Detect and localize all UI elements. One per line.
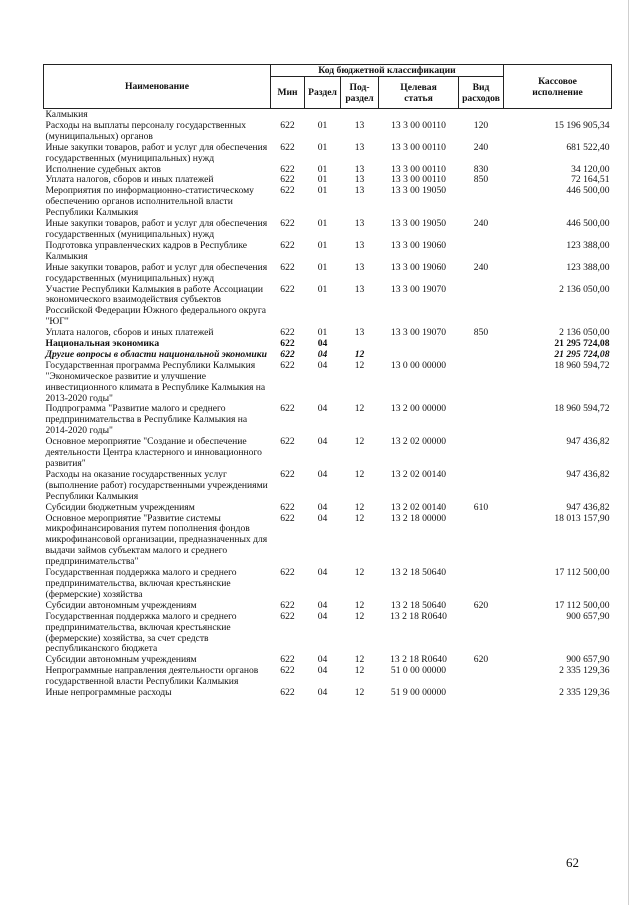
row-min-code: 622: [280, 327, 295, 339]
row-execution-amount: 947 436,82: [566, 468, 610, 480]
table-row: [44, 121, 612, 143]
row-expense-type: 620: [473, 599, 489, 611]
row-name: Исполнение судебных актов: [45, 163, 161, 175]
row-min-code: 622: [280, 141, 295, 153]
row-target-article: 13 3 00 19050: [390, 218, 447, 230]
row-subsection-code: 13: [354, 185, 365, 197]
row-min-code: 622: [280, 610, 295, 622]
row-target-article: 13 3 00 19070: [390, 283, 447, 295]
row-execution-amount: 17 112 500,00: [554, 599, 610, 611]
table-row: [44, 688, 612, 699]
row-expense-type: [459, 339, 504, 350]
row-subsection-code: 12: [354, 348, 365, 360]
row-section-code: 04: [317, 599, 328, 611]
row-expense-type: [459, 241, 504, 263]
row-min-code: 622: [280, 163, 295, 175]
row-subsection-code: 12: [354, 501, 365, 513]
row-section-code: 04: [317, 468, 328, 480]
row-expense-type: [459, 612, 504, 656]
row-section-code: 01: [317, 119, 328, 131]
row-subsection-code: 13: [354, 119, 365, 131]
row-target-article: 13 3 00 19060: [390, 239, 447, 251]
row-expense-type: 850: [473, 327, 489, 339]
row-execution-amount: 123 388,00: [566, 261, 610, 273]
row-name: Иные непрограммные расходы: [45, 687, 172, 699]
row-section-code: 01: [317, 174, 328, 186]
header-min: Мин: [271, 77, 305, 109]
row-name: Другие вопросы в области национальной экономики: [45, 348, 267, 360]
table-row: [44, 241, 612, 263]
row-name: Иные закупки товаров, работ и услуг для обеспечения государственных (муниципальных) нужд: [45, 141, 268, 164]
row-min-code: 622: [280, 687, 295, 699]
row-expense-type: [459, 285, 504, 329]
row-name: Субсидии бюджетным учреждениям: [45, 501, 195, 513]
row-execution-amount: 2 335 129,36: [559, 665, 610, 677]
row-subsection-code: 13: [354, 283, 365, 295]
table-row: [44, 143, 612, 165]
row-expense-type: [459, 350, 504, 361]
row-subsection-code: 13: [354, 327, 365, 339]
header-target: Целевая статья: [379, 77, 459, 109]
row-section-code: 01: [317, 283, 328, 295]
row-execution-amount: 123 388,00: [566, 239, 610, 251]
row-name: Участие Республики Калмыкия в работе Ассоциации экономического взаимодействия субъектов Российской Федерации Южного федерального округа "ЮГ": [45, 283, 267, 328]
row-subsection-code: 12: [354, 610, 365, 622]
row-name: Мероприятия по информационно-статистическому обеспечению органов исполнительной власти Республики Калмыкия: [45, 185, 254, 219]
row-execution-amount: 446 500,00: [566, 218, 610, 230]
row-section-code: 01: [317, 185, 328, 197]
row-name: Основное мероприятие "Развитие системы микрофинансирования путем пополнения фондов микрофинансовой организации, предназначенных для выдачи займов субъектам малого и среднего предпринимательства": [45, 512, 268, 568]
table-row: [44, 568, 612, 601]
row-name: Калмыкия: [45, 109, 88, 120]
row-name: Расходы на выплаты персоналу государственных (муниципальных) органов: [45, 119, 247, 142]
table-row: [44, 514, 612, 569]
table-row: [44, 186, 612, 219]
row-subsection-code: 12: [354, 359, 365, 371]
row-subsection-code: 12: [354, 403, 365, 415]
row-target-article: 13 3 00 00110: [391, 174, 446, 186]
row-expense-type: 610: [473, 501, 489, 513]
row-subsection-code: 12: [354, 687, 365, 699]
row-target-article: 13 3 00 19060: [390, 261, 447, 273]
table-row: [44, 263, 612, 285]
row-subsection-code: 12: [354, 599, 365, 611]
row-subsection-code: 13: [354, 163, 365, 175]
row-execution-amount: 2 335 129,36: [559, 687, 610, 699]
row-min-code: 622: [280, 468, 295, 480]
row-name: Уплата налогов, сборов и иных платежей: [45, 174, 214, 186]
row-name: Основное мероприятие "Создание и обеспечение деятельности Центра кластерного и инновационного развития": [45, 436, 262, 469]
row-target-article: 13 0 00 00000: [390, 359, 447, 371]
row-target-article: 13 2 02 00140: [390, 468, 447, 480]
row-min-code: 622: [280, 654, 295, 666]
row-section-code: 04: [317, 436, 328, 448]
row-target-article: 13 3 00 00110: [391, 163, 446, 175]
row-expense-type: [459, 470, 504, 503]
row-execution-amount: 17 112 500,00: [554, 567, 610, 579]
header-section: Раздел: [305, 77, 341, 109]
row-execution-amount: 2 136 050,00: [559, 327, 610, 339]
page-edge-line: [628, 0, 629, 905]
table-row: [44, 612, 612, 656]
row-section-code: 04: [317, 403, 328, 415]
row-subsection-code: 12: [354, 468, 365, 480]
row-section-code: 04: [317, 665, 328, 677]
table-row: [44, 361, 612, 405]
row-target-article: [379, 339, 459, 350]
row-execution-amount: 2 136 050,00: [559, 283, 610, 295]
row-subsection-code: 12: [354, 436, 365, 448]
row-section-code: 01: [317, 239, 328, 251]
row-execution-amount: 21 295 724,08: [554, 348, 610, 360]
row-min-code: 622: [280, 261, 295, 273]
table-row: [44, 437, 612, 470]
row-target-article: 13 2 18 50640: [390, 599, 447, 611]
row-subsection-code: 12: [354, 567, 365, 579]
row-section-code: 04: [317, 610, 328, 622]
row-min-code: 622: [280, 403, 295, 415]
row-target-article: 13 2 02 00000: [390, 436, 447, 448]
row-target-article: 13 3 00 19070: [390, 327, 447, 339]
row-subsection-code: 12: [354, 512, 365, 524]
row-target-article: 13 2 02 00140: [390, 501, 447, 513]
page-number: 62: [566, 855, 579, 870]
row-expense-type: [459, 437, 504, 470]
row-name: Подпрограмма "Развитие малого и среднего предпринимательства в Республике Калмыкия на 2014-2020 годы": [45, 403, 248, 437]
table-header: [44, 65, 612, 109]
row-execution-amount: 18 960 594,72: [554, 359, 610, 371]
row-min-code: 622: [280, 185, 295, 197]
row-subsection-code: 12: [354, 654, 365, 666]
row-expense-type: 240: [473, 141, 489, 153]
row-name: Национальная экономика: [45, 338, 160, 350]
row-execution-amount: 15 196 905,34: [554, 119, 610, 131]
row-section-code: 04: [317, 348, 328, 360]
row-expense-type: [459, 568, 504, 601]
row-section-code: 01: [317, 218, 328, 230]
row-expense-type: [459, 404, 504, 437]
table-row: [44, 503, 612, 514]
row-target-article: 51 0 00 00000: [390, 665, 447, 677]
row-min-code: 622: [280, 501, 295, 513]
row-name: Подготовка управленческих кадров в Республике Калмыкия: [45, 239, 248, 262]
row-execution-amount: 947 436,82: [566, 501, 610, 513]
row-min-code: 622: [280, 348, 295, 360]
row-name: Расходы на оказание государственных услуг (выполнение работ) государственными учреждениями Республики Калмыкия: [45, 468, 268, 502]
row-name: Иные закупки товаров, работ и услуг для обеспечения государственных (муниципальных) нужд: [45, 261, 268, 284]
row-execution-amount: 446 500,00: [566, 185, 610, 197]
row-expense-type: 850: [473, 174, 489, 186]
row-target-article: 13 2 00 00000: [390, 403, 447, 415]
table-row: [44, 666, 612, 688]
row-expense-type: [459, 514, 504, 569]
row-section-code: 04: [317, 567, 328, 579]
row-name: Иные закупки товаров, работ и услуг для обеспечения государственных (муниципальных) нужд: [45, 218, 268, 240]
row-execution-amount: 21 295 724,08: [554, 338, 610, 350]
header-execution: Кассовое исполнение: [504, 65, 612, 109]
row-execution-amount: 72 164,51: [571, 174, 610, 186]
row-min-code: 622: [280, 599, 295, 611]
row-target-article: 13 2 18 50640: [390, 567, 447, 579]
row-section-code: 01: [317, 261, 328, 273]
row-execution-amount: 900 657,90: [566, 654, 610, 666]
row-expense-type: [459, 688, 504, 699]
row-expense-type: 240: [473, 218, 489, 230]
row-name: Государственная программа Республики Калмыкия "Экономическое развитие и улучшение инвестиционного климата в Республике Калмыкия на 2013-2020 годы": [45, 359, 266, 404]
header-name: Наименование: [44, 65, 271, 109]
header-code-group: Код бюджетной классификации: [271, 65, 504, 77]
row-min-code: 622: [280, 218, 295, 230]
row-execution-amount: 681 522,40: [566, 141, 610, 153]
row-execution-amount: 34 120,00: [571, 163, 610, 175]
row-expense-type: 120: [473, 119, 489, 131]
row-expense-type: 620: [473, 654, 489, 666]
row-section-code: 04: [317, 654, 328, 666]
row-min-code: 622: [280, 665, 295, 677]
table-row: [44, 470, 612, 503]
table-row: [44, 404, 612, 437]
row-target-article: 13 2 18 R0640: [390, 654, 447, 666]
row-subsection-code: 13: [354, 141, 365, 153]
row-execution-amount: 947 436,82: [566, 436, 610, 448]
row-name: Уплата налогов, сборов и иных платежей: [45, 327, 214, 339]
budget-execution-table: [43, 64, 612, 699]
row-target-article: 13 3 00 00110: [391, 141, 446, 153]
row-min-code: 622: [280, 283, 295, 295]
row-expense-type: [459, 186, 504, 219]
table-body: [44, 109, 612, 699]
row-subsection-code: 13: [354, 218, 365, 230]
header-subsection: Под- раздел: [341, 77, 379, 109]
row-subsection-code: 13: [354, 174, 365, 186]
table-row: [44, 219, 612, 241]
row-section-code: 04: [317, 338, 328, 350]
row-expense-type: [459, 361, 504, 405]
row-target-article: 13 3 00 00110: [391, 119, 446, 131]
row-section-code: 01: [317, 141, 328, 153]
row-min-code: 622: [280, 359, 295, 371]
row-execution-amount: 18 013 157,90: [554, 512, 610, 524]
row-section-code: 04: [317, 501, 328, 513]
row-target-article: 13 2 18 00000: [390, 512, 447, 524]
row-min-code: 622: [280, 239, 295, 251]
row-name: Субсидии автономным учреждениям: [45, 654, 197, 666]
row-name: Субсидии автономным учреждениям: [45, 599, 197, 611]
row-min-code: 622: [280, 436, 295, 448]
row-name: Государственная поддержка малого и среднего предпринимательства, включая крестьянские (фермерские) хозяйства, за счет средств республиканского бюджета: [45, 610, 237, 655]
row-section-code: 04: [317, 512, 328, 524]
row-subsection-code: 12: [354, 665, 365, 677]
row-min-code: 622: [280, 512, 295, 524]
row-name: Непрограммные направления деятельности органов государственной власти Республики Калмыкия: [45, 665, 259, 688]
row-subsection-code: 13: [354, 261, 365, 273]
row-min-code: 622: [280, 119, 295, 131]
row-target-article: 13 2 18 R0640: [390, 610, 447, 622]
row-min-code: 622: [280, 567, 295, 579]
row-section-code: 04: [317, 687, 328, 699]
row-expense-type: 830: [473, 163, 489, 175]
row-expense-type: 240: [473, 261, 489, 273]
row-target-article: 13 3 00 19050: [390, 185, 447, 197]
row-execution-amount: 900 657,90: [566, 610, 610, 622]
row-target-article: 51 9 00 00000: [390, 687, 447, 699]
row-section-code: 01: [317, 327, 328, 339]
row-min-code: 622: [280, 174, 295, 186]
row-subsection-code: 13: [354, 239, 365, 251]
header-expense-type: Вид расходов: [459, 77, 504, 109]
row-execution-amount: 18 960 594,72: [554, 403, 610, 415]
row-name: Государственная поддержка малого и среднего предпринимательства, включая крестьянские (фермерские) хозяйства: [45, 567, 237, 600]
row-section-code: 04: [317, 359, 328, 371]
table-row: [44, 285, 612, 329]
row-section-code: 01: [317, 163, 328, 175]
row-expense-type: [459, 666, 504, 688]
row-min-code: 622: [280, 338, 295, 350]
